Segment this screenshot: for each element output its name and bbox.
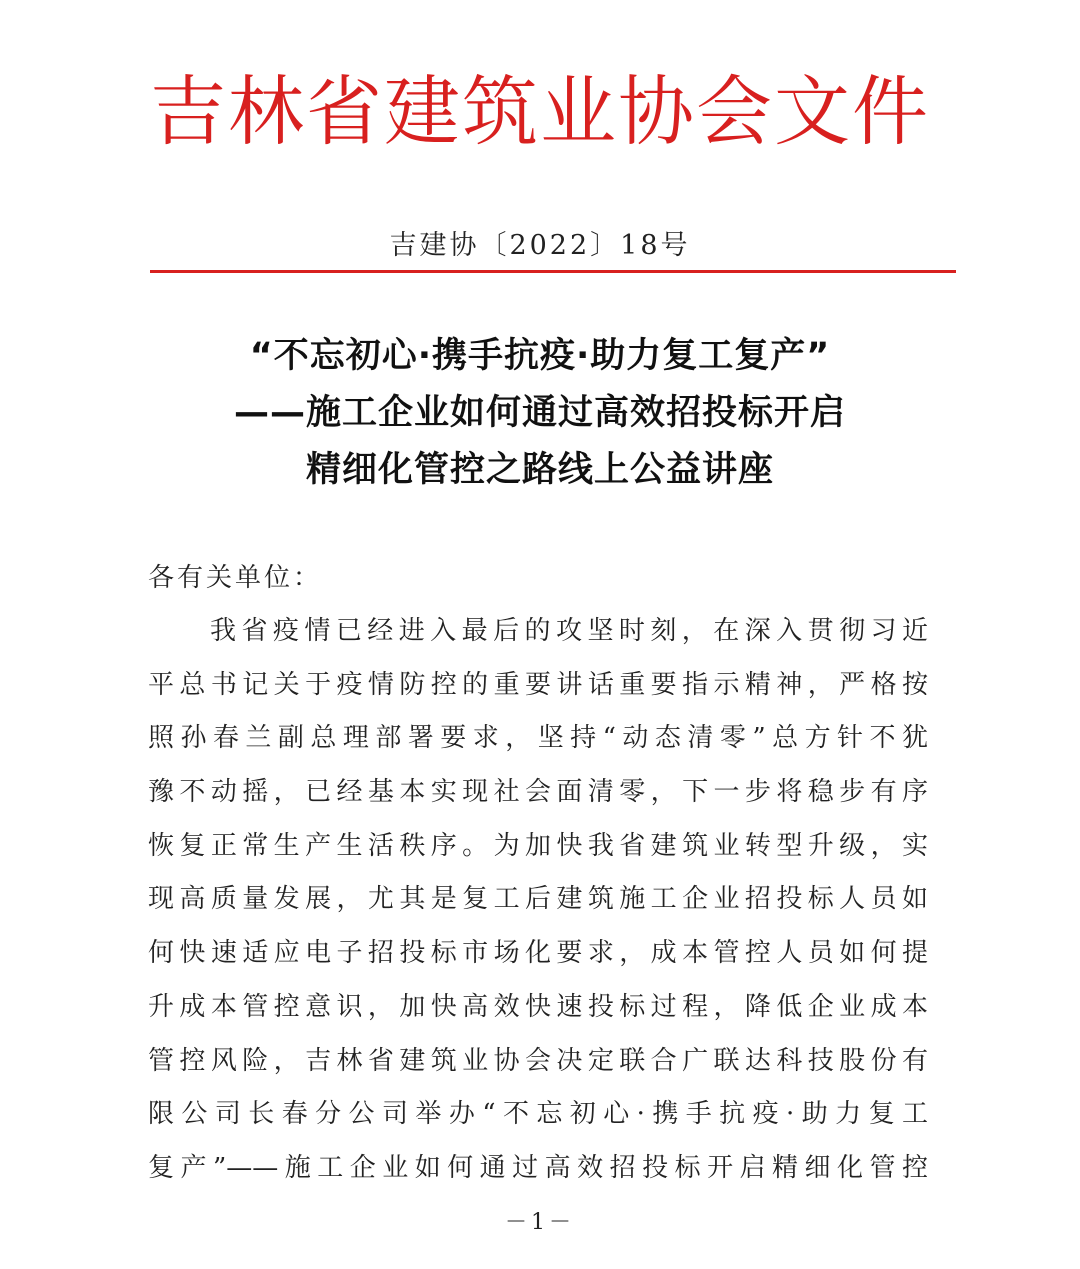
body-paragraph (148, 605, 928, 1196)
title-line-1: “不忘初心·携手抗疫·助力复工复产” (249, 336, 831, 376)
body-line: 限公司长春分公司举办“不忘初心·携手抗疫·助力复工 (148, 1099, 928, 1130)
body-line: 照孙春兰副总理部署要求，坚持“动态清零”总方针不犹 (148, 723, 928, 754)
body-line: 现高质量发展，尤其是复工后建筑施工企业招投标人员如 (148, 884, 928, 915)
red-divider-line (150, 270, 956, 273)
document-title (100, 328, 980, 499)
body-line: 何快速适应电子招投标市场化要求，成本管控人员如何提 (148, 938, 928, 969)
body-line: 平总书记关于疫情防控的重要讲话重要指示精神，严格按 (148, 669, 928, 700)
document-header-title: 吉林省建筑业协会文件 (150, 67, 930, 156)
salutation: 各有关单位： (148, 563, 323, 593)
body-line: 管控风险，吉林省建筑业协会决定联合广联达科技股份有 (148, 1045, 928, 1076)
body-line: 复产”——施工企业如何通过高效招投标开启精细化管控 (148, 1152, 928, 1183)
body-line: 豫不动摇，已经基本实现社会面清零，下一步将稳步有序 (148, 777, 928, 808)
title-line-2: ——施工企业如何通过高效招投标开启 (233, 393, 846, 433)
page-number: －1－ (505, 1210, 575, 1235)
body-line: 恢复正常生产生活秩序。为加快我省建筑业转型升级，实 (148, 830, 928, 861)
title-line-3: 精细化管控之路线上公益讲座 (305, 450, 774, 490)
body-line: 升成本管控意识，加快高效快速投标过程，降低企业成本 (148, 991, 928, 1022)
document-number: 吉建协〔2022〕18号 (389, 230, 691, 261)
body-line: 我省疫情已经进入最后的攻坚时刻，在深入贯彻习近 (210, 616, 928, 646)
